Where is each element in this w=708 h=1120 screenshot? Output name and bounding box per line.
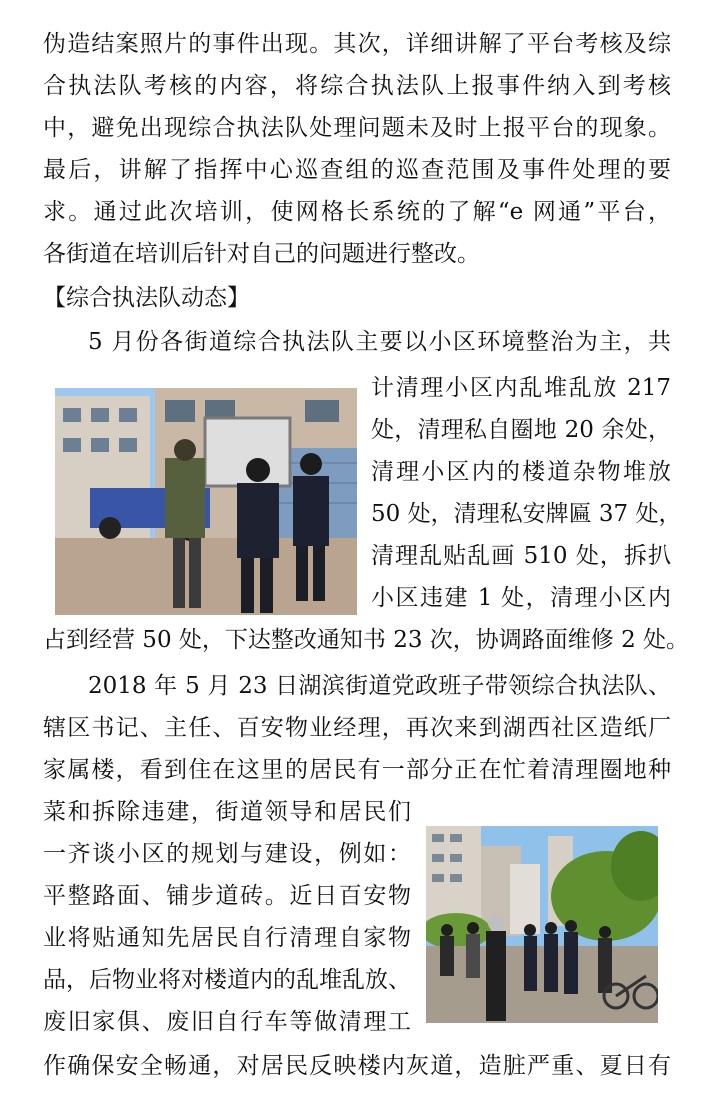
- paragraph-line: 中，避免出现综合执法队处理问题未及时上报平台的现象。: [43, 115, 671, 141]
- paragraph-line: 业将贴通知先居民自行清理自家物: [43, 925, 411, 951]
- paragraph-line: 处，清理私自圈地 20 余处，: [371, 417, 671, 443]
- paragraph-line: 2018 年 5 月 23 日湖滨街道党政班子带领综合执法队、: [88, 673, 671, 699]
- paragraph-line: 一齐谈小区的规划与建设，例如：: [43, 841, 411, 867]
- section-heading: 【综合执法队动态】: [43, 285, 250, 311]
- paragraph-line: 50 处，清理私安牌匾 37 处，: [371, 501, 682, 527]
- paragraph-line: 平整路面、铺步道砖。近日百安物: [43, 883, 411, 909]
- paragraph-line: 家属楼，看到住在这里的居民有一部分正在忙着清理圈地种: [43, 757, 671, 783]
- paragraph-line: 废旧家俱、废旧自行车等做清理工: [43, 1009, 411, 1035]
- paragraph-line: 小区违建 1 处，清理小区内: [371, 585, 671, 611]
- paragraph-line: 菜和拆除违建，街道领导和居民们: [43, 799, 411, 825]
- paragraph-line: 5 月份各街道综合执法队主要以小区环境整治为主，共: [88, 329, 671, 355]
- paragraph-line: 占到经营 50 处，下达整改通知书 23 次，协调路面维修 2 处。: [43, 627, 690, 653]
- paragraph-line: 清理乱贴乱画 510 处，拆扒: [371, 543, 671, 569]
- paragraph-line: 各街道在培训后针对自己的问题进行整改。: [43, 241, 480, 267]
- photo-cleanup-truck: [55, 388, 357, 615]
- paragraph-line: 伪造结案照片的事件出现。其次，详细讲解了平台考核及综: [43, 31, 671, 57]
- paragraph-line: 辖区书记、主任、百安物业经理，再次来到湖西社区造纸厂: [43, 715, 671, 741]
- paragraph-line: 最后，讲解了指挥中心巡查组的巡查范围及事件处理的要: [43, 157, 671, 183]
- paragraph-line: 品，后物业将对楼道内的乱堆乱放、: [43, 967, 411, 993]
- paragraph-line: 清理小区内的楼道杂物堆放: [371, 459, 671, 485]
- paragraph-line: 作确保安全畅通，对居民反映楼内灰道，造脏严重、夏日有: [43, 1053, 671, 1079]
- photo-residents-meeting: [426, 826, 658, 1023]
- paragraph-line: 求。通过此次培训，使网格长系统的了解“e 网通”平台，: [43, 199, 671, 225]
- paragraph-line: 计清理小区内乱堆乱放 217: [371, 375, 671, 401]
- paragraph-line: 合执法队考核的内容，将综合执法队上报事件纳入到考核: [43, 73, 671, 99]
